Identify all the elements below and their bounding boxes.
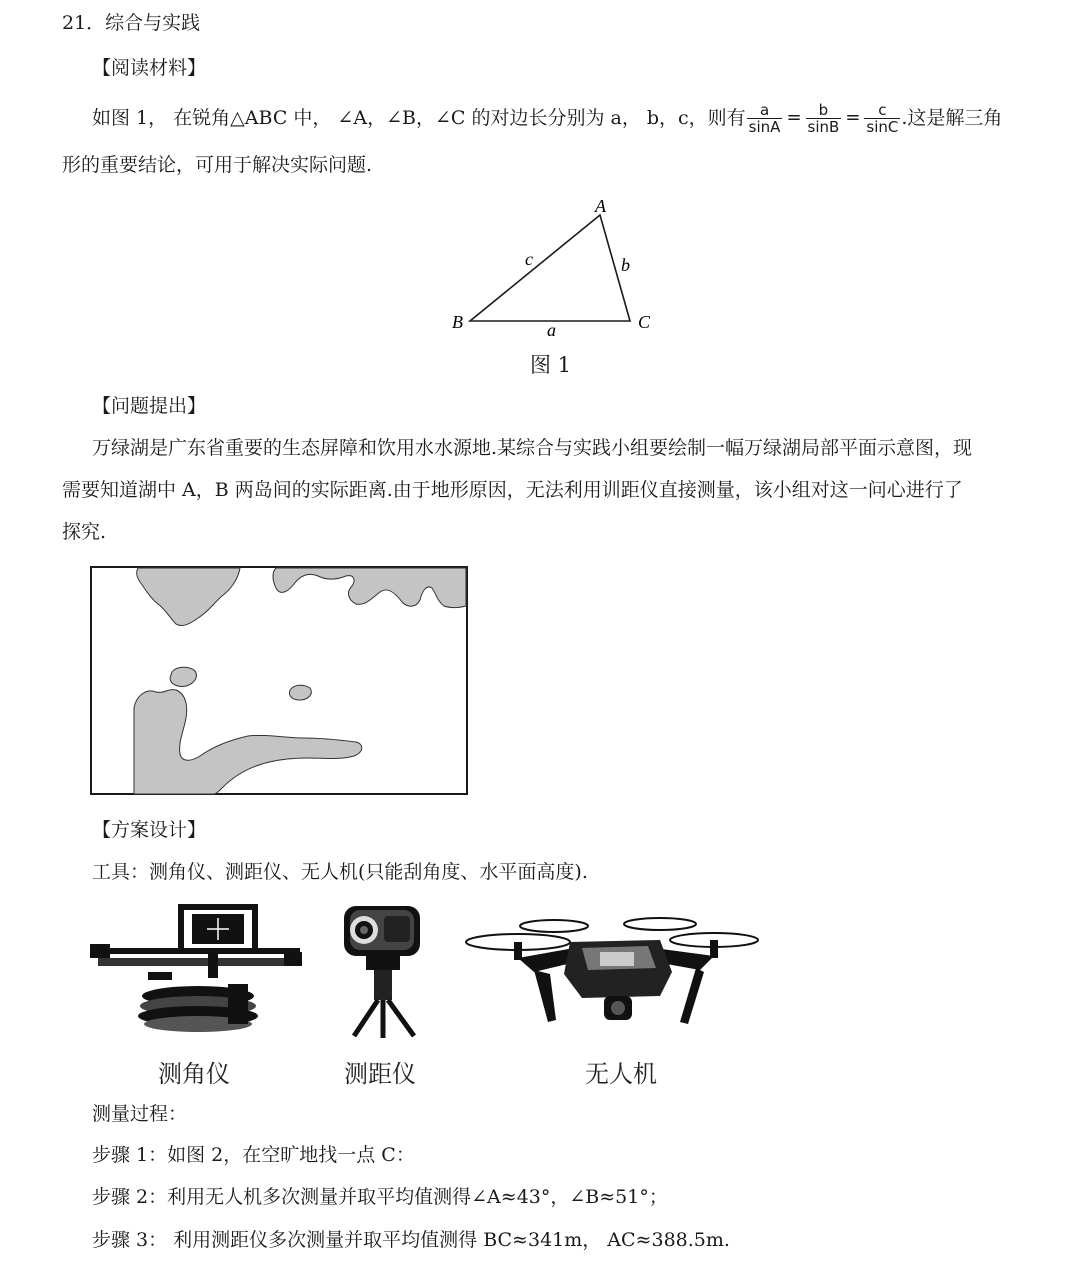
reading-text-line-1 [92,98,1002,138]
reading-text-part-2: .这是解三角 [901,107,1003,129]
side-label-a: a [547,320,556,338]
reading-text-part-1: 如图 1， 在锐角△ABC 中， ∠A，∠B，∠C 的对边长分别为 a， b，c，则有 [92,107,746,129]
vertex-label-a: A [595,196,606,216]
reading-material-title: 【阅读材料】 [92,57,207,79]
vertex-label-c: C [638,312,651,332]
fraction-b-sinB [806,102,842,135]
process-title: 测量过程： [92,1103,188,1125]
rangefinder-icon [338,902,428,1042]
island-small-2 [289,685,311,700]
question-header: 21．综合与实践 [62,12,201,34]
fraction-numerator: a [759,100,770,119]
problem-line-3: 探究. [62,521,107,543]
fraction-denominator: sinB [807,117,840,136]
tool-caption-rangefinder: 测距仪 [344,1060,416,1088]
tools-line: 工具：测角仪、测距仪、无人机(只能刮角度、水平面高度). [92,861,588,883]
fraction-numerator: c [878,100,887,119]
problem-line-1: 万绿湖是广东省重要的生态屏障和饮用水水源地.某综合与实践小组要绘制一幅万绿湖局部平面示意图，现 [92,437,973,459]
theodolite-icon [88,900,304,1040]
equals-sign: = [845,107,861,128]
figure-1-caption: 图 1 [530,353,572,377]
fraction-numerator: b [818,100,829,119]
equals-sign: = [786,107,802,128]
reading-text-line-2: 形的重要结论，可用于解决实际问题. [62,154,373,176]
side-label-c: c [525,249,533,269]
step-1: 步骤 1：如图 2，在空旷地找一点 C： [92,1144,415,1166]
figure-1-triangle [440,193,680,338]
design-title: 【方案设计】 [92,819,207,841]
tool-caption-theodolite: 测角仪 [158,1060,230,1088]
fraction-denominator: sinC [866,117,899,136]
vertex-label-b: B [452,312,463,332]
tool-caption-drone: 无人机 [585,1060,657,1088]
fraction-c-sinC [864,102,900,135]
step-3: 步骤 3： 利用测距仪多次测量并取平均值测得 BC≈341m， AC≈388.5m. [92,1229,730,1251]
lake-map [90,566,468,796]
side-label-b: b [621,255,630,275]
fraction-a-sinA [747,102,783,135]
problem-title: 【问题提出】 [92,395,207,417]
fraction-denominator: sinA [748,117,781,136]
step-2: 步骤 2：利用无人机多次测量并取平均值测得∠A≈43°，∠B≈51°； [92,1186,668,1208]
drone-icon [464,912,760,1044]
triangle-abc [470,215,630,321]
problem-line-2: 需要知道湖中 A，B 两岛间的实际距离.由于地形原因，无法利用训距仪直接测量，该小组对这一问心进行了 [62,479,963,501]
